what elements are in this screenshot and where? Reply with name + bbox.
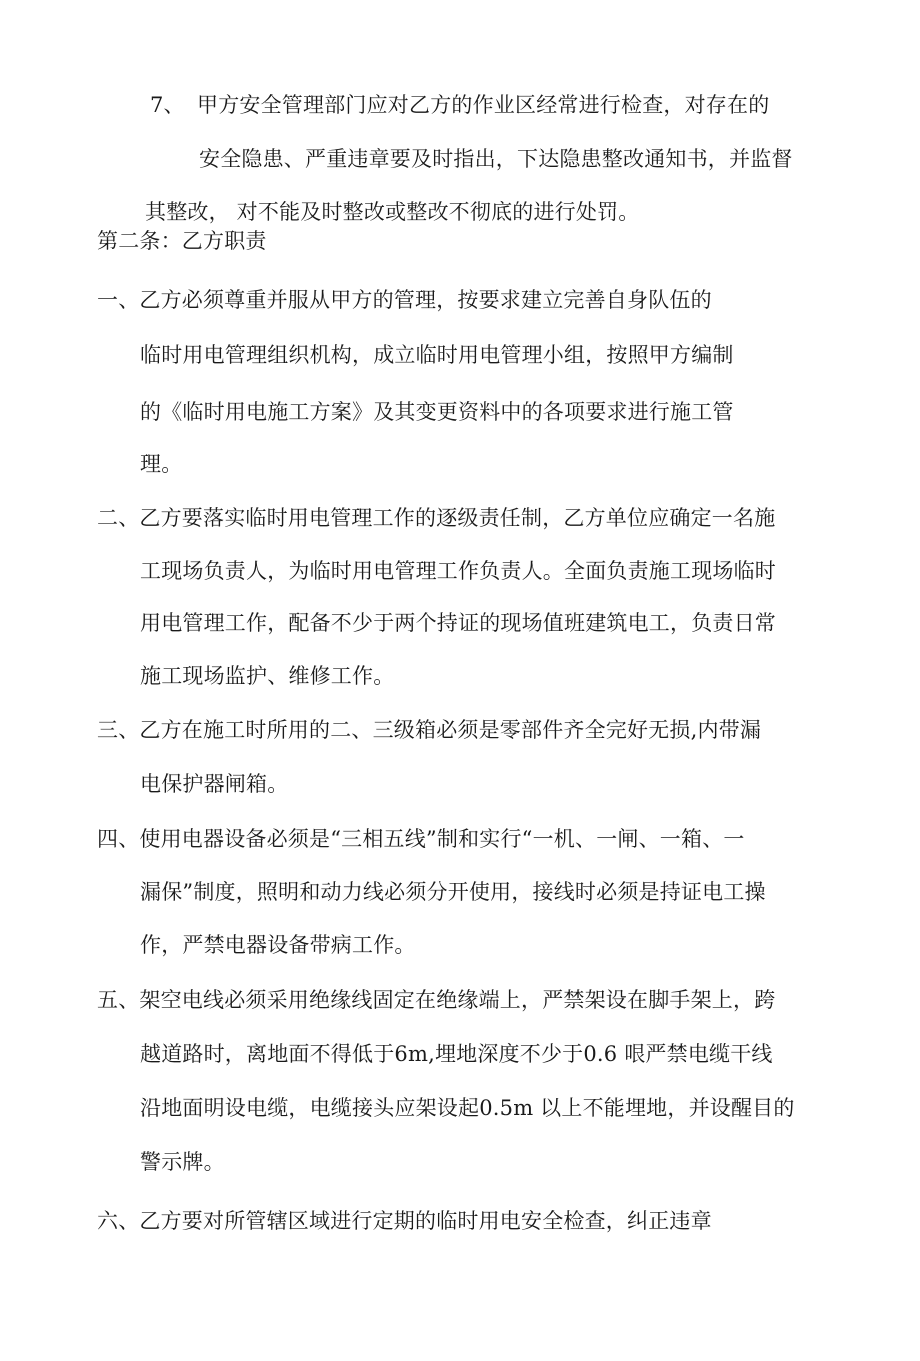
item-line: 工现场负责人，为临时用电管理工作负责人。全面负责施工现场临时 <box>140 559 776 583</box>
item-line: 沿地面明设电缆，电缆接头应架设起0.5m 以上不能埋地，并设醒目的 <box>140 1096 795 1120</box>
item-line: 用电管理工作，配备不少于两个持证的现场值班建筑电工，负责日常 <box>140 611 776 635</box>
item-line: 警示牌。 <box>140 1150 225 1174</box>
item-line: 三、乙方在施工时所用的二、三级箱必须是零部件齐全完好无损,内带漏 <box>97 718 762 742</box>
item-line: 的《临时用电施工方案》及其变更资料中的各项要求进行施工管 <box>140 400 734 424</box>
clause-line: 甲方安全管理部门应对乙方的作业区经常进行检查，对存在的 <box>197 93 770 117</box>
item-line: 越道路时，离地面不得低于6m,埋地深度不少于0.6 哏严禁电缆干线 <box>140 1042 773 1066</box>
item-line: 二、乙方要落实临时用电管理工作的逐级责任制，乙方单位应确定一名施 <box>97 506 776 530</box>
clause-line: 安全隐患、严重违章要及时指出，下达隐患整改通知书，并监督 <box>199 147 793 171</box>
clause-number: 7、 <box>150 93 185 117</box>
item-line: 四、使用电器设备必须是“三相五线”制和实行“一机、一闸、一箱、一 <box>97 827 745 851</box>
section-heading: 第二条：乙方职责 <box>97 229 267 253</box>
item-line: 一、乙方必须尊重并服从甲方的管理，按要求建立完善自身队伍的 <box>97 288 712 312</box>
item-line: 施工现场监护、维修工作。 <box>140 664 395 688</box>
item-line: 临时用电管理组织机构，成立临时用电管理小组，按照甲方编制 <box>140 343 734 367</box>
item-line: 漏保”制度，照明和动力线必须分开使用，接线时必须是持证电工操 <box>140 880 766 904</box>
item-line: 理。 <box>140 452 183 476</box>
clause-line: 其整改， 对不能及时整改或整改不彻底的进行处罚。 <box>145 200 640 224</box>
item-line: 六、乙方要对所管辖区域进行定期的临时用电安全检查，纠正违章 <box>97 1209 712 1233</box>
item-line: 电保护器闸箱。 <box>140 772 289 796</box>
item-line: 作，严禁电器设备带病工作。 <box>140 933 416 957</box>
item-line: 五、架空电线必须采用绝缘线固定在绝缘端上，严禁架设在脚手架上，跨 <box>97 988 776 1012</box>
